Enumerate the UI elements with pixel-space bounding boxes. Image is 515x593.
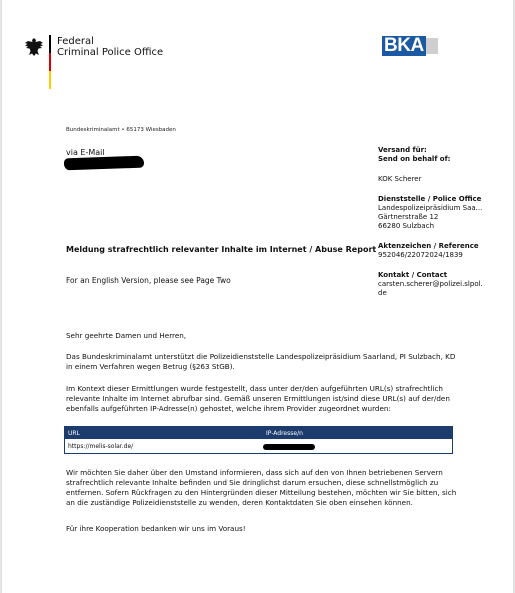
paragraph-2: Im Kontext dieser Ermittlungen wurde festgestellt, dass unter der/den aufgeführten URL(s) strafrechtlich relevante Inhalte im Internet abrufbar sind. Gemäß unseren Ermittlungen ist/sind diese URL(s) auf der/den ebenfalls aufgeführten IP-Adresse(n) gehostet, welche ihrem Provider zugeordnet wurden: (66, 384, 450, 413)
flag-stripe-gold (49, 71, 51, 89)
table-row (65, 439, 452, 453)
org-line-2: Criminal Police Office (57, 47, 164, 58)
contact-email[interactable]: carsten.scherer@polizei.slpol.de (378, 280, 483, 297)
redacted-ip (263, 444, 315, 450)
url-ip-table (64, 426, 453, 454)
sidebar-info (378, 146, 486, 298)
office-line-1: Landespolizeipräsidium Saa... (378, 204, 483, 212)
org-name (57, 36, 163, 58)
row-url[interactable]: https://melis-solar.de/ (68, 442, 134, 450)
flag-stripe-red (49, 53, 51, 71)
subject-line: Meldung strafrechtlich relevanter Inhalte im Internet / Abuse Report (66, 245, 377, 254)
bka-logo-text: BKA (384, 35, 424, 56)
col-url-header: URL (68, 429, 80, 437)
federal-eagle-icon (23, 36, 45, 58)
officer-name: KOK Scherer (378, 175, 422, 183)
org-line-1: Federal (57, 36, 94, 47)
contact-label: Kontakt / Contact (378, 271, 448, 279)
english-version-note: For an English Version, please see Page Two (66, 276, 231, 285)
redacted-recipient (64, 156, 144, 171)
bka-logo-tail (426, 38, 438, 54)
greeting: Sehr geehrte Damen und Herren, (66, 331, 187, 340)
office-line-2: Gärtnerstraße 12 (378, 213, 439, 221)
bka-logo (382, 36, 438, 56)
col-ip-header: IP-Adresse/n (266, 429, 303, 437)
office-line-3: 66280 Sulzbach (378, 222, 435, 230)
letter-page (2, 0, 513, 593)
reference-value: 952046/22072024/1839 (378, 251, 463, 259)
reference-label: Aktenzeichen / Reference (378, 242, 479, 250)
paragraph-3: Wir möchten Sie daher über den Umstand informieren, dass sich auf den von Ihnen betriebenen Servern strafrechtlich relevante Inhalte befinden und Sie dringlichst darum ersuchen, diese schnellstmöglich zu entfernen. Sofern Rückfragen zu den Hintergründen dieser Mitteilung bestehen, möchten wir Sie bitten, sich an die zuständige Polizeidienststelle zu wenden, deren Kontaktdaten Sie oben einsehen können. (66, 468, 457, 507)
office-label: Dienststelle / Police Office (378, 195, 482, 203)
delivery-method: via E-Mail (66, 148, 105, 157)
table-header (65, 427, 452, 439)
paragraph-1: Das Bundeskriminalamt unterstützt die Polizeidienststelle Landespolizeipräsidium Saarland, PI Sulzbach, KD in einem Verfahren wegen Betrug (§263 StGB). (66, 352, 456, 371)
sent-behalf-label: Send on behalf of: (378, 155, 451, 163)
sender-line: Bundeskriminalamt • 65173 Wiesbaden (66, 127, 176, 133)
flag-stripe-black (49, 35, 51, 53)
closing: Für ihre Kooperation bedanken wir uns im Voraus! (66, 524, 246, 533)
flag-bar (49, 35, 51, 89)
sent-for-label: Versand für: (378, 146, 427, 154)
